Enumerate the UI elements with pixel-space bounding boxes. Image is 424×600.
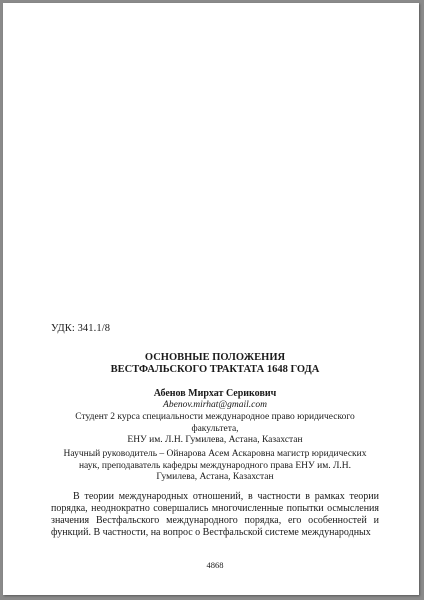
advisor-info	[51, 449, 379, 484]
page-number: 4868	[206, 560, 224, 570]
article-title	[51, 352, 379, 376]
author-name: Абенов Мирхат Серикович	[153, 388, 277, 399]
author-affiliation-line-1: Студент 2 курса специальности международное право юридического	[75, 412, 355, 422]
udk-code: УДК: 341.1/8	[51, 323, 111, 334]
advisor-line-3: Гумилева, Астана, Казахстан	[156, 472, 274, 482]
document-page	[3, 3, 419, 595]
author-affiliation	[51, 412, 379, 447]
author-email: Abenov.mirhat@gmail.com	[163, 400, 267, 410]
body-paragraph: В теории международных отношений, в частности в рамках теории порядка, неоднократно совершались многочисленные попытки осмысления значения Вестфальского международного порядка, его особенностей и функций. В частности, на вопрос о Вестфальской системе международных	[51, 491, 379, 538]
advisor-line-2: наук, преподаватель кафедры международного права ЕНУ им. Л.Н.	[78, 460, 352, 471]
advisor-line-1: Научный руководитель – Ойнарова Асем Аскаровна магистр юридических	[63, 449, 367, 459]
article-title-line-1: ОСНОВНЫЕ ПОЛОЖЕНИЯ	[144, 352, 286, 363]
article-title-line-2: ВЕСТФАЛЬСКОГО ТРАКТАТА 1648 ГОДА	[110, 364, 320, 375]
author-affiliation-line-2: факультета,	[191, 423, 239, 434]
author-affiliation-line-3: ЕНУ им. Л.Н. Гумилева, Астана, Казахстан	[127, 435, 303, 445]
